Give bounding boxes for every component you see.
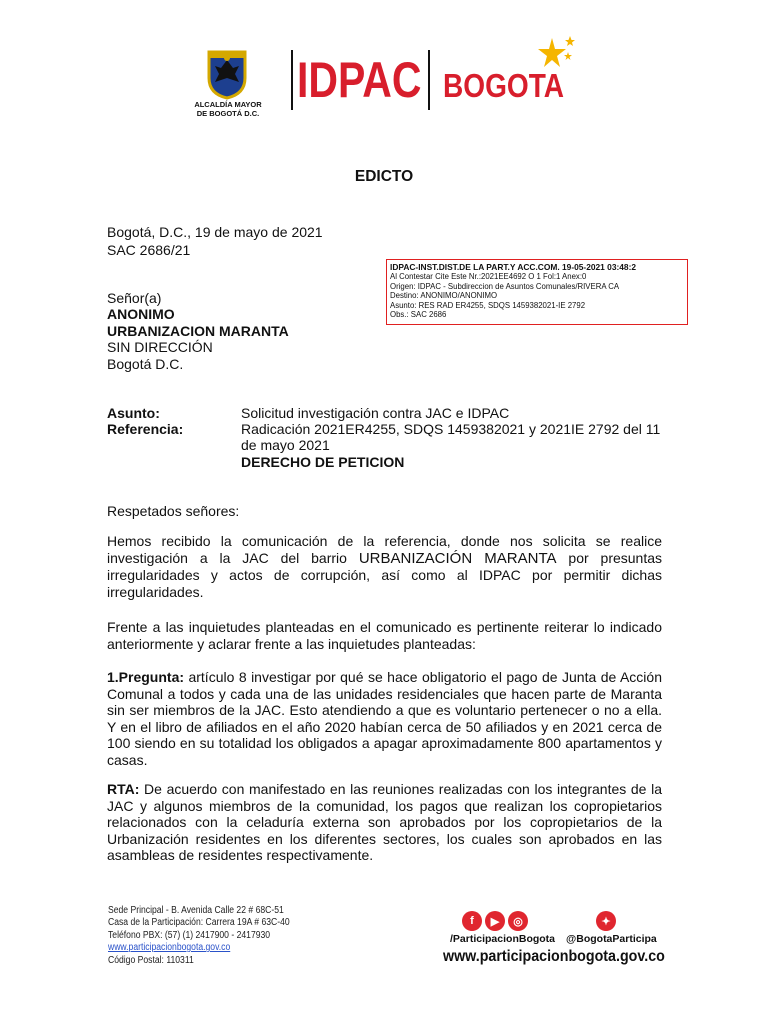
idpac-logo: IDPAC	[297, 52, 422, 108]
document-title: EDICTO	[354, 168, 414, 185]
paragraph-2: Frente a las inquietudes planteadas en el comunicado es pertinente reiterar lo indicado anteriormente y aclarar frente a las inquietudes planteadas:	[107, 619, 662, 652]
logo-divider	[428, 50, 430, 110]
footer-website-link[interactable]: www.participacionbogota.gov.co	[108, 942, 231, 954]
footer-address: Sede Principal - B. Avenida Calle 22 # 68C-51 Casa de la Participación: Carrera 19A # 63C-40 Teléfono PBX: (57) (1) 2417900 - 2417930 www.participacionbogota.gov.co Código Postal: 110311	[108, 905, 290, 966]
question-1: 1.Pregunta: artículo 8 investigar por qué se hace obligatorio el pago de Junta de Acción Comunal a todos y cada una de las unidades residenciales que hacen parte de Maranta sin ser miembros de la JAC. Esto atendiendo a que es voluntario pertenecer o no a ella. Y en el libro de afiliados en el año 2020 habían cerca de 50 afiliados y en 2021 cerca de 100 siendo en su totalidad los obligados a apagar aproximadamente 800 apartamentos y casas.	[107, 669, 662, 768]
logo-divider	[291, 50, 293, 110]
bogota-logo: BOGOTA	[443, 67, 565, 104]
alcaldia-label: ALCALDÍA MAYOR DE BOGOTÁ D.C.	[194, 100, 262, 118]
stamp-line: Al Contestar Cite Este Nr.:2021EE4692 O 1 Fol:1 Anex:0	[390, 272, 587, 281]
stars-icon	[530, 34, 576, 76]
paragraph-1: Hemos recibido la comunicación de la referencia, donde nos solicita se realice investigación a la JAC del barrio URBANIZACIÓN MARANTA por presuntas irregularidades y actos de corrupción, así como al IDPAC por permitir dichas irregularidades.	[107, 533, 663, 600]
referencia-value: de mayo 2021	[241, 437, 330, 453]
facebook-icon[interactable]: f	[462, 911, 482, 931]
referencia-value: Radicación 2021ER4255, SDQS 1459382021 y 2021IE 2792 del 11	[241, 421, 661, 437]
instagram-icon[interactable]: ◎	[508, 911, 528, 931]
asunto-label: Asunto:	[107, 405, 160, 421]
date-line: Bogotá, D.C., 19 de mayo de 2021	[107, 224, 323, 240]
recipient-name: ANONIMO	[107, 306, 175, 322]
footer-website[interactable]: www.participacionbogota.gov.co	[443, 948, 665, 965]
petition-type: DERECHO DE PETICION	[241, 454, 405, 470]
referencia-label: Referencia:	[107, 421, 184, 437]
sac-line: SAC 2686/21	[107, 242, 191, 258]
recipient-org: URBANIZACION MARANTA	[107, 323, 289, 339]
stamp-line: IDPAC-INST.DIST.DE LA PART.Y ACC.COM. 19-05-2021 03:48:2	[390, 262, 637, 272]
recipient-address: SIN DIRECCIÓN	[107, 339, 213, 355]
twitter-handle[interactable]: @BogotaParticipa	[566, 933, 657, 945]
stamp-line: Asunto: RES RAD ER4255, SDQS 1459382021-IE 2792	[390, 300, 586, 310]
filing-stamp	[386, 259, 688, 325]
recipient-salutation: Señor(a)	[107, 290, 162, 306]
facebook-handle[interactable]: /ParticipacionBogota	[450, 933, 556, 945]
youtube-icon[interactable]: ▶	[485, 911, 505, 931]
stamp-line: Obs.: SAC 2686	[390, 310, 447, 320]
asunto-value: Solicitud investigación contra JAC e IDPAC	[241, 405, 510, 421]
recipient-city: Bogotá D.C.	[107, 356, 184, 372]
stamp-line: Destino: ANONIMO/ANONIMO	[390, 291, 498, 301]
stamp-line: Origen: IDPAC - Subdireccion de Asuntos Comunales/RIVERA CA	[390, 281, 620, 291]
greeting: Respetados señores:	[107, 503, 240, 519]
answer-1: RTA: De acuerdo con manifestado en las reuniones realizadas con los integrantes de la JAC y algunos miembros de la comunidad, los pagos que realizan los copropietarios relacionados con la celaduría externa son aprobados por los copropietarios de la Urbanización residentes en los diferentes sectores, los cuales son aprobados en las asambleas de residentes respectivamente.	[107, 781, 662, 864]
bogota-coat-of-arms-icon	[205, 48, 249, 100]
twitter-icon[interactable]: ✦	[596, 911, 616, 931]
